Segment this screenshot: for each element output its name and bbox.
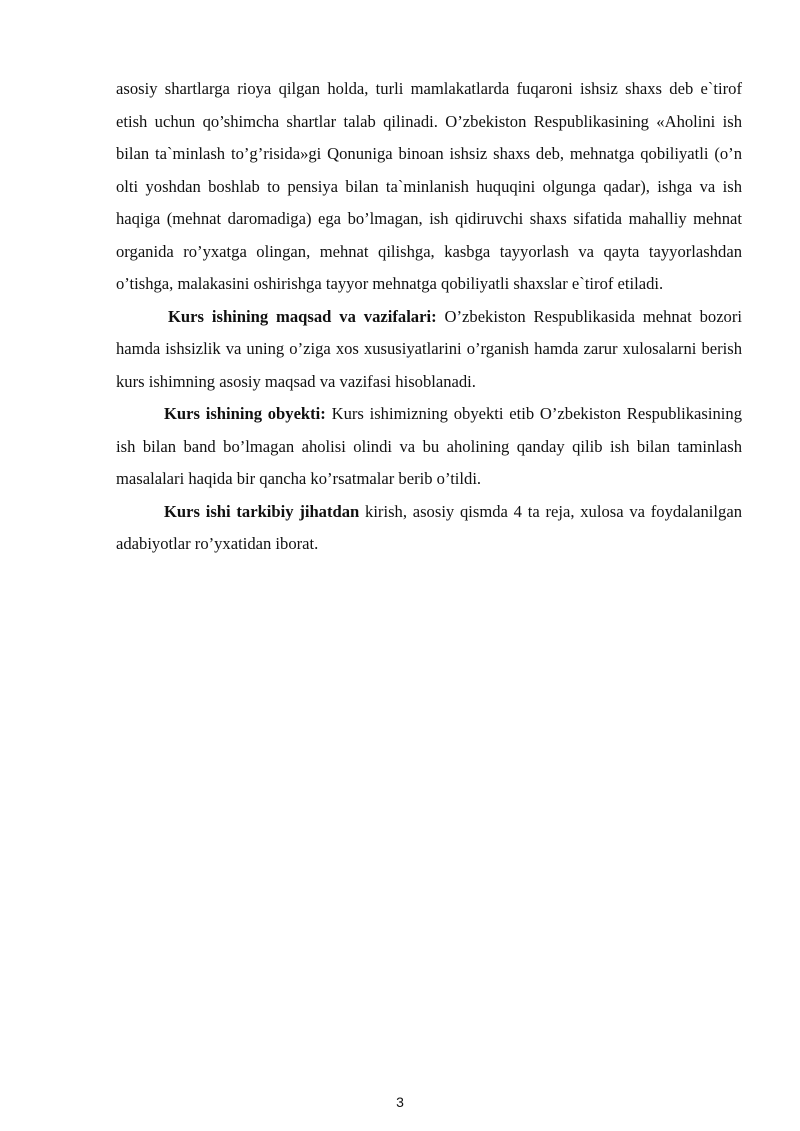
document-page	[116, 73, 742, 561]
paragraph-goals	[116, 301, 742, 399]
page-number: 3	[396, 1094, 404, 1110]
paragraph-object	[116, 398, 742, 496]
object-text: Kurs ishimizning obyekti etib O’zbekiston Respublikasining ish bilan band bo’lmagan aholisi olindi va bu aholining qanday qilib ish bilan taminlash masalalari haqida bir qancha ko’rsatmalar berib o’tildi.	[116, 404, 742, 488]
structure-heading: Kurs ishi tarkibiy jihatdan	[164, 501, 360, 521]
paragraph-intro	[116, 73, 742, 301]
goals-heading: Kurs ishining maqsad va vazifalari:	[168, 306, 437, 326]
paragraph-intro-text: asosiy shartlarga rioya qilgan holda, turli mamlakatlarda fuqaroni ishsiz shaxs deb e`tirof etish uchun qo’shimcha shartlar talab qilinadi. O’zbekiston Respublikasining «Aholini ish bilan ta`minlash to’g’risida»gi Qonuniga binoan ishsiz shaxs deb, mehnatga qobiliyatli (o’n olti yoshdan boshlab to pensiya bilan ta`minlanish huquqini olgunga qadar), ishga va ish haqiga (mehnat daromadiga) ega bo’lmagan, ish qidiruvchi shaxs sifatida mahalliy mehnat organida ro’yxatga olingan, mehnat qilishga, kasbga tayyorlash va qayta tayyorlashdan o’tishga, malakasini oshirishga tayyor mehnatga qobiliyatli shaxslar e`tirof etiladi.	[116, 79, 742, 293]
goals-text: O’zbekiston Respublikasida mehnat bozori hamda ishsizlik va uning o’ziga xos xususiyatlarini o’rganish hamda zarur xulosalarni berish kurs ishimning asosiy maqsad va vazifasi hisoblanadi.	[116, 306, 742, 391]
structure-text: kirish, asosiy qismda 4 ta reja, xulosa va foydalanilgan adabiyotlar ro’yxatidan iborat.	[116, 501, 742, 553]
object-heading: Kurs ishining obyekti:	[164, 404, 326, 423]
paragraph-structure	[116, 496, 742, 561]
